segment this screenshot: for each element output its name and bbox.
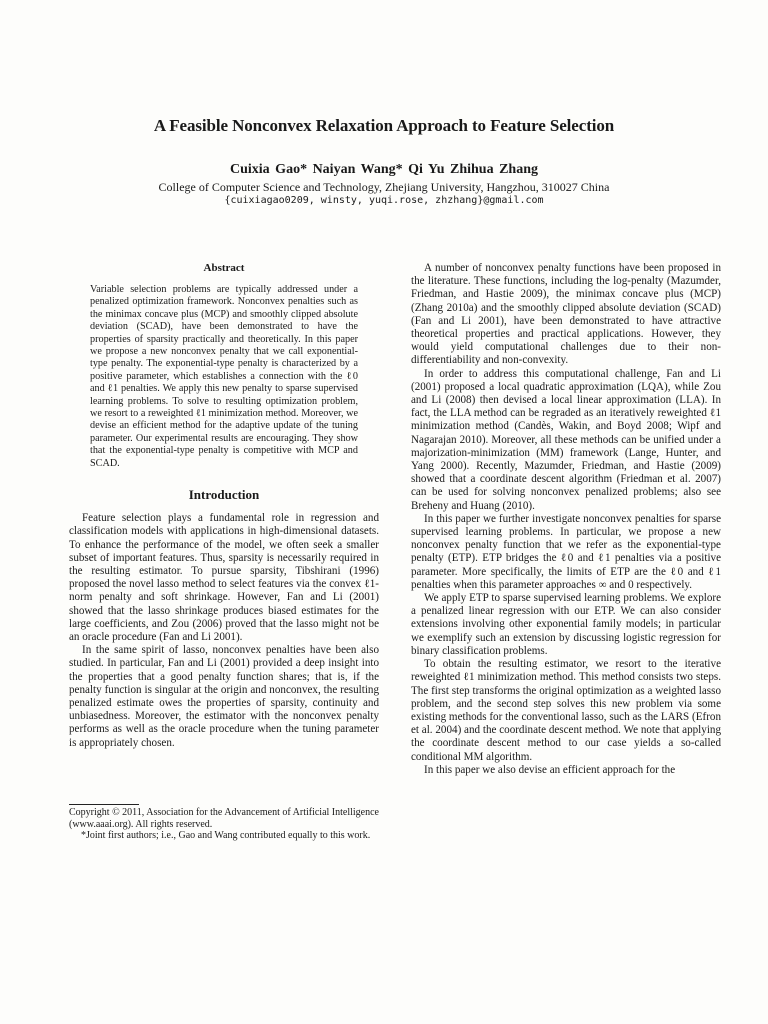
- author-list: Cuixia Gao* Naiyan Wang* Qi Yu Zhihua Zhang: [230, 162, 538, 177]
- joint-author-footnote: *Joint first authors; i.e., Gao and Wang contributed equally to this work.: [81, 830, 371, 842]
- intro-paragraph: To obtain the resulting estimator, we resort to the iterative reweighted ℓ1 minimization method. This method consists two steps. The first step transforms the original optimization as a weighted lasso problem, and the second step solves this new problem via some existing methods for the conventional lasso, such as the LARS (Efron et al. 2004) and the coordinate descent method. We note that applying the coordinate descent method to our case yields a so-called conditional MM algorithm.: [411, 658, 721, 763]
- intro-paragraph: We apply ETP to sparse supervised learning problems. We explore a penalized linear regression with our ETP. We can also consider extensions involving other exponential family models; in particular we exemplify such an extension by discussing logistic regression for binary classification problems.: [411, 592, 721, 657]
- intro-paragraph: In this paper we further investigate nonconvex penalties for sparse supervised learning problems. In particular, we propose a new nonconvex penalty function that we refer as the exponential-type penalty (ETP). ETP bridges the ℓ0 and ℓ1 penalties via a positive parameter. More specifically, the limits of ETP are the ℓ0 and ℓ1 penalties when this parameter approaches ∞ and 0 respectively.: [411, 512, 721, 591]
- paper-title: A Feasible Nonconvex Relaxation Approach to Feature Selection: [153, 116, 615, 135]
- intro-paragraph: Feature selection plays a fundamental role in regression and classification models with applications in high-dimensional datasets. To enhance the performance of the model, we often seek a smaller subset of important features. Thus, sparsity is necessarily required in the resulting estimator. To pursue sparsity, Tibshirani (1996) proposed the novel lasso method to select features via the convex ℓ1-norm penalty and soft shrinkage. However, Fan and Li (2001) showed that the lasso shrinkage produces biased estimates for the large coefficients, and Zou (2006) proved that the lasso might not be an oracle procedure (Fan and Li 2001).: [69, 512, 379, 643]
- abstract-text: Variable selection problems are typically addressed under a penalized optimization framework. Nonconvex penalties such as the minimax concave plus (MCP) and smoothly clipped absolute deviation (SCAD), have been demonstrated to have the properties of sparsity practically and theoretically. In this paper we propose a new nonconvex penalty that we call exponential-type penalty. The exponential-type penalty is characterized by a positive parameter, which establishes a connection with the ℓ0 and ℓ1 penalties. We apply this new penalty to sparse supervised learning problems. To solve to resulting optimization problem, we resort to a reweighted ℓ1 minimization method. Moreover, we devise an efficient method for the adaptive update of the tuning parameter. Our experimental results are encouraging. They show that the exponential-type penalty is competitive with MCP and SCAD.: [90, 284, 358, 469]
- copyright-notice: Copyright © 2011, Association for the Advancement of Artificial Intelligence (www.aaai.org). All rights reserved.: [69, 807, 379, 830]
- introduction-heading: Introduction: [188, 487, 260, 503]
- left-column: [69, 262, 379, 750]
- right-column: [411, 262, 721, 777]
- intro-paragraph: In order to address this computational challenge, Fan and Li (2001) proposed a local quadratic approximation (LQA), while Zou and Li (2008) then devised a local linear approximation (LLA). In fact, the LLA method can be regraded as an iteratively reweighted ℓ1 minimization method (Candès, Wakin, and Boyd 2008; Wipf and Nagarajan 2010). Moreover, all these methods can be unified under a majorization-minimization (MM) framework (Lange, Hunter, and Yang 2000). Recently, Mazumder, Friedman, and Hastie (2009) showed that a coordinate descent algorithm (Friedman et al. 2007) can be used for solving nonconvex penalized problems; also see Breheny and Huang (2010).: [411, 367, 721, 512]
- abstract-heading: Abstract: [203, 262, 245, 274]
- footnotes: [69, 804, 379, 842]
- author-emails: {cuixiagao0209, winsty, yuqi.rose, zhzhang}@gmail.com: [224, 195, 544, 206]
- intro-paragraph: In this paper we also devise an efficient approach for the: [424, 763, 676, 776]
- intro-paragraph: A number of nonconvex penalty functions have been proposed in the literature. These functions, including the log-penalty (Mazumder, Friedman, and Hastie 2009), the minimax concave plus (MCP) (Zhang 2010a) and the smoothly clipped absolute deviation (SCAD) (Fan and Li 2001), have been demonstrated to have attractive theoretical properties and practical applications. However, they would yield computational challenges due to their non-differentiability and non-convexity.: [411, 262, 721, 367]
- footnote-rule: [69, 804, 139, 805]
- affiliation: College of Computer Science and Technology, Zhejiang University, Hangzhou, 310027 China: [158, 180, 610, 194]
- intro-paragraph: In the same spirit of lasso, nonconvex penalties have been also studied. In particular, Fan and Li (2001) provided a deep insight into the properties that a good penalty function shares; that is, if the penalty function is singular at the origin and nonconvex, the resulting penalized estimate owes the properties of sparsity, continuity and unbiasedness. Moreover, the estimator with the nonconvex penalty performs as well as the oracle procedure when the tuning parameter is appropriately chosen.: [69, 644, 379, 749]
